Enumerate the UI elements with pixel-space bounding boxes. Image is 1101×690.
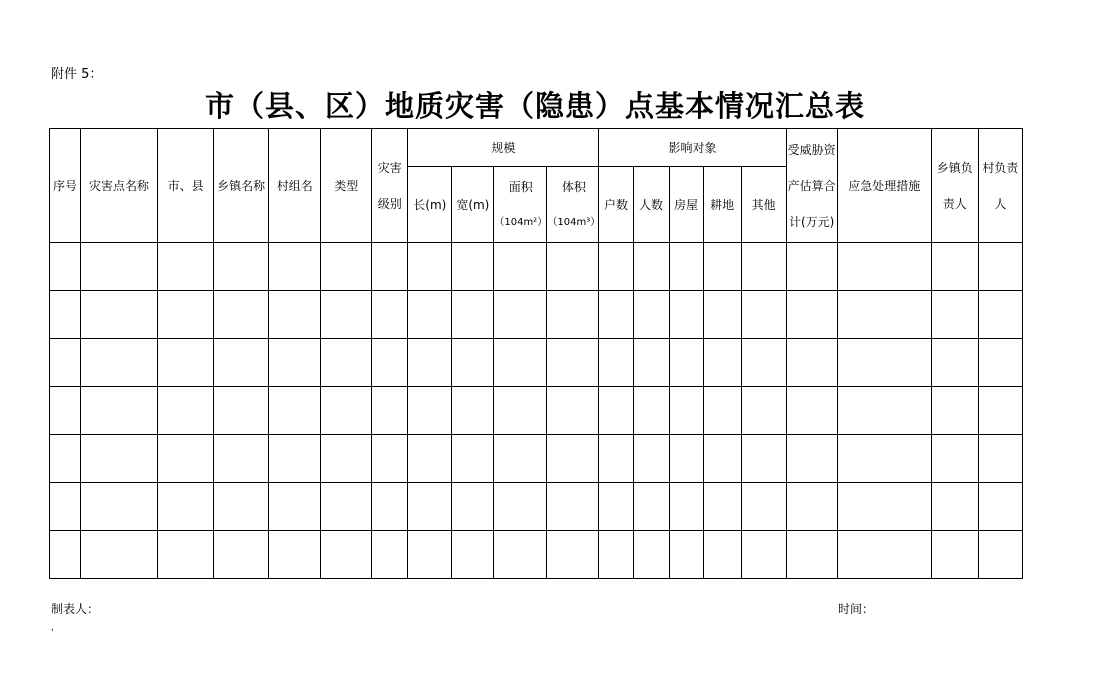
attachment-label: 附件 5： xyxy=(51,67,103,82)
table-cell[interactable] xyxy=(547,243,599,291)
summary-table xyxy=(49,128,1023,579)
table-cell[interactable] xyxy=(669,387,703,435)
header-other: 其他 xyxy=(741,167,786,243)
table-cell[interactable] xyxy=(269,435,321,483)
table-cell[interactable] xyxy=(703,291,741,339)
table-cell[interactable] xyxy=(837,483,931,531)
table-cell[interactable] xyxy=(837,339,931,387)
header-hazard-level-line2: 级别 xyxy=(377,196,402,211)
table-cell[interactable] xyxy=(452,291,494,339)
table-cell[interactable] xyxy=(978,291,1022,339)
table-cell[interactable] xyxy=(978,531,1022,579)
table-cell[interactable] xyxy=(786,291,837,339)
table-cell[interactable] xyxy=(633,483,669,531)
table-cell[interactable] xyxy=(633,435,669,483)
table-cell[interactable] xyxy=(214,483,269,531)
table-cell[interactable] xyxy=(599,243,633,291)
footer-maker-label: 制表人： xyxy=(51,602,100,616)
header-width: 宽(m) xyxy=(452,167,494,243)
table-cell[interactable] xyxy=(741,483,786,531)
table-cell[interactable] xyxy=(547,291,599,339)
table-cell[interactable] xyxy=(633,387,669,435)
table-cell[interactable] xyxy=(408,531,452,579)
table-cell[interactable] xyxy=(452,531,494,579)
table-cell[interactable] xyxy=(633,291,669,339)
header-scale: 规模 xyxy=(408,129,599,167)
table-cell[interactable] xyxy=(158,291,214,339)
table-cell[interactable] xyxy=(786,531,837,579)
table-cell[interactable] xyxy=(158,387,214,435)
header-households: 户数 xyxy=(599,167,633,243)
table-cell[interactable] xyxy=(321,291,372,339)
table-cell[interactable] xyxy=(321,339,372,387)
table-cell[interactable] xyxy=(372,243,408,291)
table-cell[interactable] xyxy=(50,435,81,483)
table-cell[interactable] xyxy=(372,291,408,339)
header-farmland: 耕地 xyxy=(703,167,741,243)
table-cell[interactable] xyxy=(50,243,81,291)
table-cell[interactable] xyxy=(321,435,372,483)
table-cell[interactable] xyxy=(321,387,372,435)
table-cell[interactable] xyxy=(81,483,158,531)
table-cell[interactable] xyxy=(321,483,372,531)
table-cell[interactable] xyxy=(741,435,786,483)
table-cell[interactable] xyxy=(978,387,1022,435)
table-cell[interactable] xyxy=(599,435,633,483)
header-village-group: 村组名 xyxy=(269,129,321,243)
table-cell[interactable] xyxy=(158,435,214,483)
table-cell[interactable] xyxy=(158,339,214,387)
table-cell[interactable] xyxy=(452,339,494,387)
table-cell[interactable] xyxy=(372,339,408,387)
footer-time-label: 时间： xyxy=(838,602,875,616)
table-body xyxy=(50,243,1023,579)
table-cell[interactable] xyxy=(703,435,741,483)
table-cell[interactable] xyxy=(81,243,158,291)
table-cell[interactable] xyxy=(269,387,321,435)
table-row xyxy=(50,291,1023,339)
table-cell[interactable] xyxy=(547,435,599,483)
table-cell[interactable] xyxy=(599,387,633,435)
table-cell[interactable] xyxy=(837,243,931,291)
table-cell[interactable] xyxy=(494,243,547,291)
header-village-responsible xyxy=(978,129,1022,243)
table-cell[interactable] xyxy=(599,291,633,339)
table-cell[interactable] xyxy=(494,435,547,483)
table-cell[interactable] xyxy=(547,339,599,387)
header-emergency: 应急处理措施 xyxy=(837,129,931,243)
table-cell[interactable] xyxy=(978,339,1022,387)
table-cell[interactable] xyxy=(741,531,786,579)
table-cell[interactable] xyxy=(703,531,741,579)
header-village-resp-line2: 人 xyxy=(994,196,1007,211)
table-cell[interactable] xyxy=(408,291,452,339)
table-cell[interactable] xyxy=(786,483,837,531)
header-threatened-assets xyxy=(786,129,837,243)
table-cell[interactable] xyxy=(547,387,599,435)
header-volume xyxy=(547,167,599,243)
table-cell[interactable] xyxy=(547,483,599,531)
table-cell[interactable] xyxy=(452,243,494,291)
table-cell[interactable] xyxy=(669,291,703,339)
table-cell[interactable] xyxy=(669,339,703,387)
table-cell[interactable] xyxy=(408,483,452,531)
table-cell[interactable] xyxy=(741,291,786,339)
header-area xyxy=(494,167,547,243)
table-cell[interactable] xyxy=(269,291,321,339)
table-cell[interactable] xyxy=(214,531,269,579)
table-cell[interactable] xyxy=(931,339,978,387)
header-township-name: 乡镇名称 xyxy=(214,129,269,243)
table-row xyxy=(50,243,1023,291)
table-cell[interactable] xyxy=(669,531,703,579)
table-cell[interactable] xyxy=(931,291,978,339)
header-town-responsible xyxy=(931,129,978,243)
table-cell[interactable] xyxy=(669,483,703,531)
table-cell[interactable] xyxy=(931,483,978,531)
header-town-resp-line1: 乡镇负 xyxy=(936,160,973,175)
table-cell[interactable] xyxy=(81,339,158,387)
header-people: 人数 xyxy=(633,167,669,243)
table-cell[interactable] xyxy=(599,483,633,531)
table-cell[interactable] xyxy=(703,483,741,531)
table-cell[interactable] xyxy=(372,531,408,579)
header-affected: 影响对象 xyxy=(599,129,786,167)
table-cell[interactable] xyxy=(269,339,321,387)
table-cell[interactable] xyxy=(741,339,786,387)
header-seq: 序号 xyxy=(50,129,81,243)
table-cell[interactable] xyxy=(408,387,452,435)
table-cell[interactable] xyxy=(703,243,741,291)
header-volume-label: 体积 xyxy=(561,179,586,194)
table-cell[interactable] xyxy=(452,435,494,483)
table-cell[interactable] xyxy=(494,291,547,339)
table-cell[interactable] xyxy=(633,339,669,387)
table-cell[interactable] xyxy=(158,531,214,579)
table-cell[interactable] xyxy=(837,531,931,579)
table-cell[interactable] xyxy=(50,531,81,579)
table-cell[interactable] xyxy=(50,291,81,339)
table-cell[interactable] xyxy=(81,435,158,483)
table-row xyxy=(50,531,1023,579)
table-cell[interactable] xyxy=(547,531,599,579)
table-cell[interactable] xyxy=(408,339,452,387)
table-cell[interactable] xyxy=(408,243,452,291)
table-cell[interactable] xyxy=(81,531,158,579)
header-area-label: 面积 xyxy=(508,179,533,194)
table-cell[interactable] xyxy=(50,483,81,531)
table-cell[interactable] xyxy=(669,243,703,291)
table-cell[interactable] xyxy=(81,387,158,435)
table-cell[interactable] xyxy=(269,483,321,531)
table-cell[interactable] xyxy=(494,387,547,435)
table-cell[interactable] xyxy=(978,483,1022,531)
table-cell[interactable] xyxy=(786,435,837,483)
header-threatened-line1: 受威胁资 xyxy=(787,142,836,157)
table-cell[interactable] xyxy=(452,483,494,531)
header-city-county: 市、县 xyxy=(158,129,214,243)
table-cell[interactable] xyxy=(50,387,81,435)
header-village-resp-line1: 村负责 xyxy=(982,160,1019,175)
table-cell[interactable] xyxy=(703,339,741,387)
table-cell[interactable] xyxy=(931,435,978,483)
table-cell[interactable] xyxy=(931,531,978,579)
table-cell[interactable] xyxy=(494,531,547,579)
table-row xyxy=(50,435,1023,483)
table-cell[interactable] xyxy=(321,531,372,579)
table-row xyxy=(50,387,1023,435)
header-houses: 房屋 xyxy=(669,167,703,243)
header-volume-unit: （104m³） xyxy=(547,216,601,228)
table-cell[interactable] xyxy=(837,387,931,435)
table-cell[interactable] xyxy=(837,435,931,483)
table-cell[interactable] xyxy=(931,243,978,291)
table-cell[interactable] xyxy=(81,291,158,339)
table-cell[interactable] xyxy=(269,531,321,579)
table-cell[interactable] xyxy=(494,483,547,531)
table-cell[interactable] xyxy=(978,243,1022,291)
table-cell[interactable] xyxy=(214,291,269,339)
footer-mark: ' xyxy=(51,628,54,638)
header-threatened-line3: 计(万元) xyxy=(788,214,835,229)
table-cell[interactable] xyxy=(599,339,633,387)
table-cell[interactable] xyxy=(214,387,269,435)
table-row xyxy=(50,339,1023,387)
table-cell[interactable] xyxy=(669,435,703,483)
header-hazard-level xyxy=(372,129,408,243)
table-cell[interactable] xyxy=(321,243,372,291)
table-cell[interactable] xyxy=(408,435,452,483)
table-cell[interactable] xyxy=(703,387,741,435)
table-cell[interactable] xyxy=(372,435,408,483)
table-cell[interactable] xyxy=(931,387,978,435)
table-cell[interactable] xyxy=(786,339,837,387)
table-cell[interactable] xyxy=(837,291,931,339)
table-cell[interactable] xyxy=(978,435,1022,483)
table-cell[interactable] xyxy=(214,435,269,483)
table-cell[interactable] xyxy=(158,243,214,291)
page-title: 市（县、区）地质灾害（隐患）点基本情况汇总表 xyxy=(204,89,865,123)
table-cell[interactable] xyxy=(269,243,321,291)
header-threatened-line2: 产估算合 xyxy=(787,178,836,193)
table-cell[interactable] xyxy=(786,243,837,291)
header-point-name: 灾害点名称 xyxy=(81,129,158,243)
table-cell[interactable] xyxy=(214,339,269,387)
table-cell[interactable] xyxy=(741,243,786,291)
table-cell[interactable] xyxy=(372,387,408,435)
table-cell[interactable] xyxy=(786,387,837,435)
table-cell[interactable] xyxy=(741,387,786,435)
header-type: 类型 xyxy=(321,129,372,243)
header-town-resp-line2: 责人 xyxy=(942,196,967,211)
table-cell[interactable] xyxy=(372,483,408,531)
header-length: 长(m) xyxy=(408,167,452,243)
header-area-unit: （104m²） xyxy=(494,216,548,228)
table-cell[interactable] xyxy=(452,387,494,435)
table-cell[interactable] xyxy=(633,243,669,291)
table-cell[interactable] xyxy=(214,243,269,291)
header-hazard-level-line1: 灾害 xyxy=(377,160,402,175)
table-row xyxy=(50,483,1023,531)
table-cell[interactable] xyxy=(599,531,633,579)
table-cell[interactable] xyxy=(633,531,669,579)
table-cell[interactable] xyxy=(494,339,547,387)
table-cell[interactable] xyxy=(158,483,214,531)
table-cell[interactable] xyxy=(50,339,81,387)
